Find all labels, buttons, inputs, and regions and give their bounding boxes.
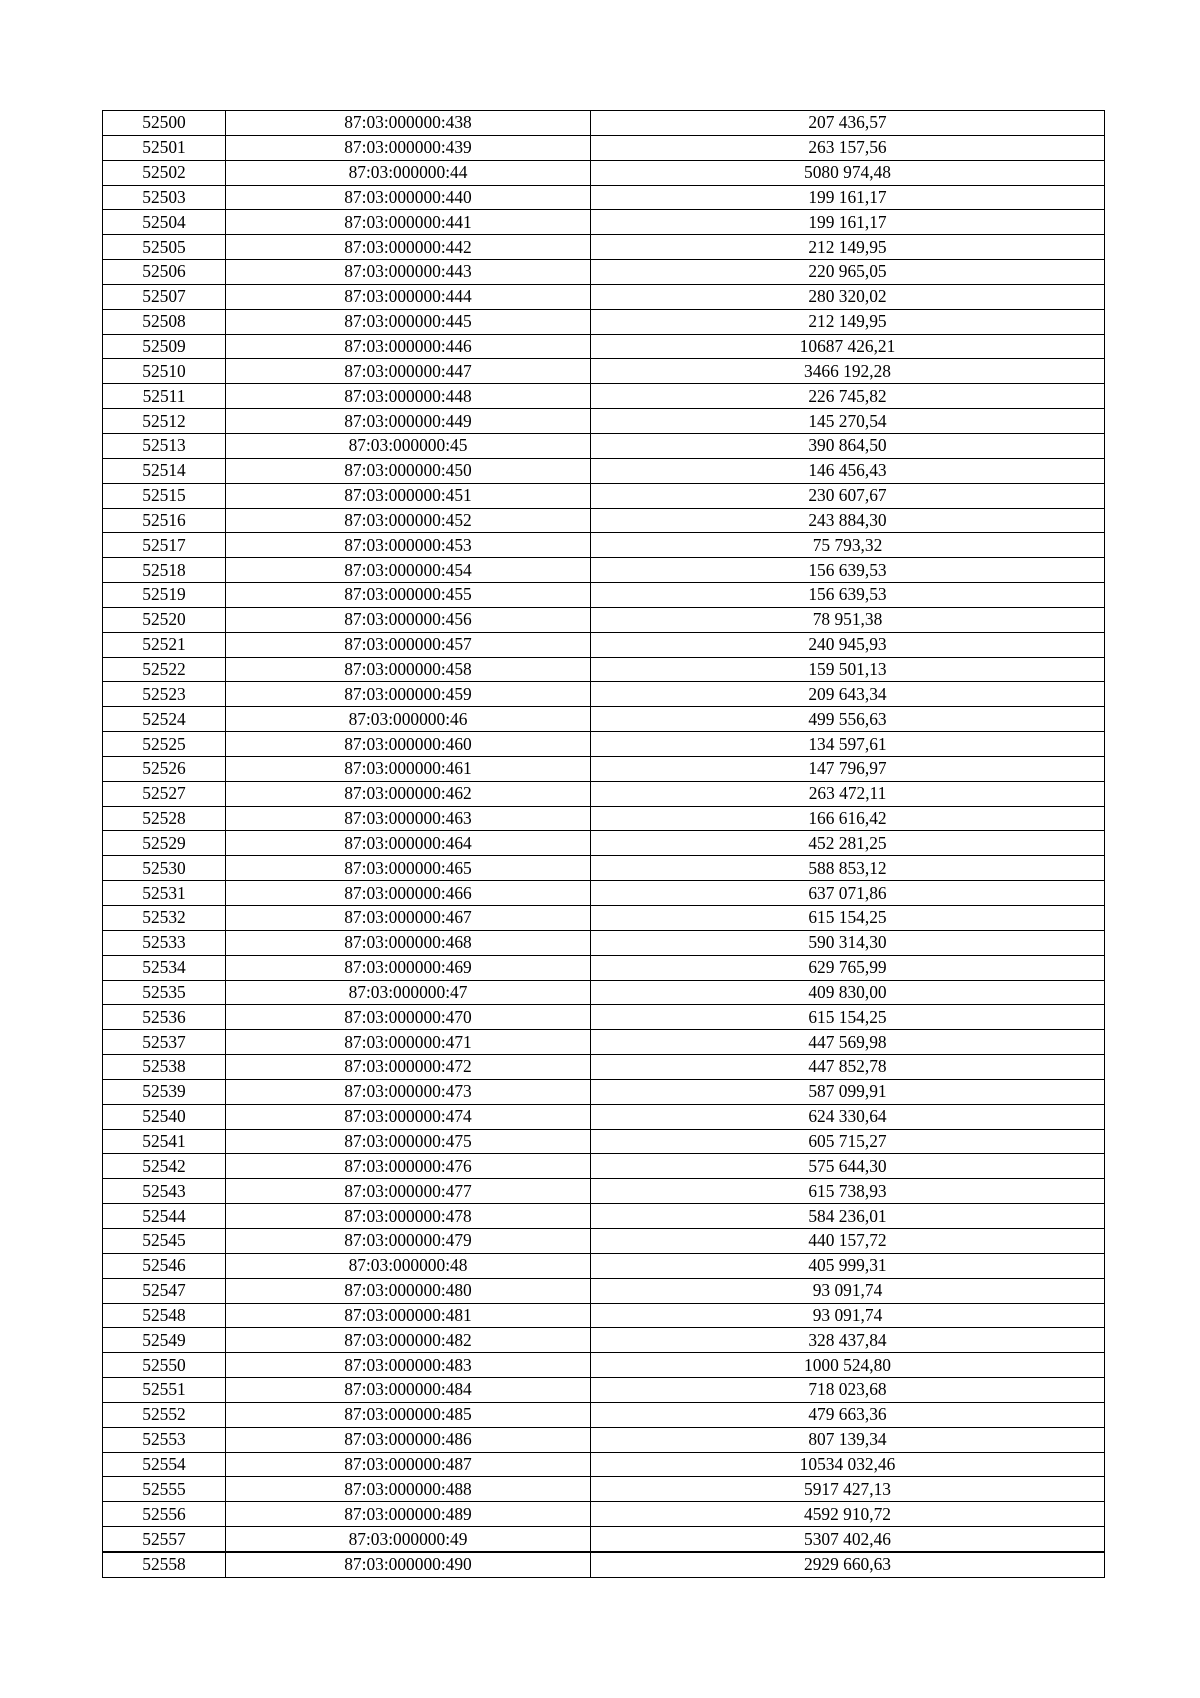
- row-number-cell: 52539: [103, 1079, 226, 1104]
- table-row: [103, 508, 1105, 533]
- table-row: [103, 334, 1105, 359]
- table-row: [103, 756, 1105, 781]
- cadastral-value-cell: 615 154,25: [591, 1005, 1105, 1030]
- cadastral-value-cell: 212 149,95: [591, 235, 1105, 260]
- row-number-cell: 52524: [103, 707, 226, 732]
- table-row: [103, 384, 1105, 409]
- cadastral-number-cell: 87:03:000000:46: [226, 707, 591, 732]
- row-number-cell: 52533: [103, 930, 226, 955]
- row-number-cell: 52526: [103, 756, 226, 781]
- row-number-cell: 52502: [103, 160, 226, 185]
- cadastral-number-cell: 87:03:000000:442: [226, 235, 591, 260]
- table-row: [103, 111, 1105, 136]
- cadastral-value-cell: 226 745,82: [591, 384, 1105, 409]
- row-number-cell: 52525: [103, 732, 226, 757]
- table-row: [103, 1303, 1105, 1328]
- table-row: [103, 1055, 1105, 1080]
- row-number-cell: 52528: [103, 806, 226, 831]
- cadastral-number-cell: 87:03:000000:465: [226, 856, 591, 881]
- cadastral-number-cell: 87:03:000000:485: [226, 1402, 591, 1427]
- cadastral-value-cell: 212 149,95: [591, 309, 1105, 334]
- table-row: [103, 533, 1105, 558]
- table-row: [103, 1228, 1105, 1253]
- cadastral-value-table: [102, 110, 1105, 1578]
- cadastral-number-cell: 87:03:000000:448: [226, 384, 591, 409]
- cadastral-value-cell: 584 236,01: [591, 1204, 1105, 1229]
- cadastral-value-cell: 5917 427,13: [591, 1477, 1105, 1502]
- table-row: [103, 458, 1105, 483]
- cadastral-number-cell: 87:03:000000:447: [226, 359, 591, 384]
- cadastral-number-cell: 87:03:000000:488: [226, 1477, 591, 1502]
- cadastral-value-cell: 447 569,98: [591, 1030, 1105, 1055]
- table-row: [103, 1452, 1105, 1477]
- table-row: [103, 806, 1105, 831]
- row-number-cell: 52540: [103, 1104, 226, 1129]
- cadastral-number-cell: 87:03:000000:479: [226, 1228, 591, 1253]
- cadastral-number-cell: 87:03:000000:445: [226, 309, 591, 334]
- table-row: [103, 260, 1105, 285]
- row-number-cell: 52507: [103, 284, 226, 309]
- cadastral-value-cell: 93 091,74: [591, 1278, 1105, 1303]
- table-row: [103, 160, 1105, 185]
- table-row: [103, 1253, 1105, 1278]
- cadastral-value-cell: 280 320,02: [591, 284, 1105, 309]
- cadastral-number-cell: 87:03:000000:472: [226, 1055, 591, 1080]
- cadastral-number-cell: 87:03:000000:464: [226, 831, 591, 856]
- cadastral-value-cell: 3466 192,28: [591, 359, 1105, 384]
- cadastral-number-cell: 87:03:000000:461: [226, 756, 591, 781]
- table-row: [103, 980, 1105, 1005]
- row-number-cell: 52537: [103, 1030, 226, 1055]
- cadastral-value-cell: 243 884,30: [591, 508, 1105, 533]
- table-row: [103, 955, 1105, 980]
- row-number-cell: 52546: [103, 1253, 226, 1278]
- cadastral-number-cell: 87:03:000000:44: [226, 160, 591, 185]
- cadastral-number-cell: 87:03:000000:486: [226, 1427, 591, 1452]
- cadastral-number-cell: 87:03:000000:462: [226, 781, 591, 806]
- cadastral-value-cell: 718 023,68: [591, 1378, 1105, 1403]
- table-row: [103, 1278, 1105, 1303]
- row-number-cell: 52519: [103, 583, 226, 608]
- table-row: [103, 632, 1105, 657]
- table-row: [103, 235, 1105, 260]
- cadastral-number-cell: 87:03:000000:450: [226, 458, 591, 483]
- cadastral-number-cell: 87:03:000000:476: [226, 1154, 591, 1179]
- row-number-cell: 52517: [103, 533, 226, 558]
- row-number-cell: 52512: [103, 409, 226, 434]
- cadastral-number-cell: 87:03:000000:457: [226, 632, 591, 657]
- cadastral-value-cell: 615 154,25: [591, 906, 1105, 931]
- cadastral-value-cell: 230 607,67: [591, 483, 1105, 508]
- row-number-cell: 52547: [103, 1278, 226, 1303]
- table-row: [103, 657, 1105, 682]
- cadastral-number-cell: 87:03:000000:460: [226, 732, 591, 757]
- table-row: [103, 135, 1105, 160]
- table-row: [103, 856, 1105, 881]
- row-number-cell: 52514: [103, 458, 226, 483]
- row-number-cell: 52522: [103, 657, 226, 682]
- cadastral-number-cell: 87:03:000000:455: [226, 583, 591, 608]
- row-number-cell: 52513: [103, 433, 226, 458]
- cadastral-number-cell: 87:03:000000:452: [226, 508, 591, 533]
- cadastral-value-cell: 207 436,57: [591, 111, 1105, 136]
- row-number-cell: 52556: [103, 1502, 226, 1527]
- cadastral-value-cell: 166 616,42: [591, 806, 1105, 831]
- cadastral-value-cell: 499 556,63: [591, 707, 1105, 732]
- cadastral-value-cell: 156 639,53: [591, 558, 1105, 583]
- cadastral-value-cell: 405 999,31: [591, 1253, 1105, 1278]
- cadastral-value-cell: 440 157,72: [591, 1228, 1105, 1253]
- row-number-cell: 52542: [103, 1154, 226, 1179]
- table-row: [103, 1104, 1105, 1129]
- cadastral-number-cell: 87:03:000000:469: [226, 955, 591, 980]
- cadastral-number-cell: 87:03:000000:477: [226, 1179, 591, 1204]
- cadastral-number-cell: 87:03:000000:47: [226, 980, 591, 1005]
- cadastral-value-cell: 78 951,38: [591, 607, 1105, 632]
- row-number-cell: 52558: [103, 1552, 226, 1577]
- table-row: [103, 558, 1105, 583]
- cadastral-value-cell: 220 965,05: [591, 260, 1105, 285]
- cadastral-value-cell: 479 663,36: [591, 1402, 1105, 1427]
- cadastral-number-cell: 87:03:000000:483: [226, 1353, 591, 1378]
- table-row: [103, 1527, 1105, 1552]
- cadastral-value-cell: 409 830,00: [591, 980, 1105, 1005]
- row-number-cell: 52548: [103, 1303, 226, 1328]
- table-row: [103, 1502, 1105, 1527]
- cadastral-value-cell: 10687 426,21: [591, 334, 1105, 359]
- row-number-cell: 52523: [103, 682, 226, 707]
- row-number-cell: 52550: [103, 1353, 226, 1378]
- row-number-cell: 52509: [103, 334, 226, 359]
- cadastral-value-cell: 263 157,56: [591, 135, 1105, 160]
- table-row: [103, 1552, 1105, 1577]
- row-number-cell: 52549: [103, 1328, 226, 1353]
- cadastral-number-cell: 87:03:000000:453: [226, 533, 591, 558]
- row-number-cell: 52511: [103, 384, 226, 409]
- table-body: [103, 111, 1105, 1578]
- cadastral-value-cell: 147 796,97: [591, 756, 1105, 781]
- table-row: [103, 1353, 1105, 1378]
- table-row: [103, 483, 1105, 508]
- cadastral-number-cell: 87:03:000000:487: [226, 1452, 591, 1477]
- table-row: [103, 1129, 1105, 1154]
- row-number-cell: 52515: [103, 483, 226, 508]
- table-row: [103, 1427, 1105, 1452]
- cadastral-number-cell: 87:03:000000:490: [226, 1552, 591, 1577]
- cadastral-number-cell: 87:03:000000:441: [226, 210, 591, 235]
- row-number-cell: 52557: [103, 1527, 226, 1552]
- table-row: [103, 781, 1105, 806]
- cadastral-value-cell: 93 091,74: [591, 1303, 1105, 1328]
- table-row: [103, 1154, 1105, 1179]
- table-row: [103, 583, 1105, 608]
- cadastral-value-cell: 390 864,50: [591, 433, 1105, 458]
- table-row: [103, 831, 1105, 856]
- table-row: [103, 1005, 1105, 1030]
- cadastral-value-cell: 199 161,17: [591, 210, 1105, 235]
- row-number-cell: 52521: [103, 632, 226, 657]
- cadastral-number-cell: 87:03:000000:482: [226, 1328, 591, 1353]
- table-row: [103, 210, 1105, 235]
- cadastral-value-cell: 5307 402,46: [591, 1527, 1105, 1552]
- cadastral-value-cell: 240 945,93: [591, 632, 1105, 657]
- cadastral-number-cell: 87:03:000000:438: [226, 111, 591, 136]
- table-row: [103, 309, 1105, 334]
- row-number-cell: 52529: [103, 831, 226, 856]
- cadastral-value-cell: 2929 660,63: [591, 1552, 1105, 1577]
- row-number-cell: 52520: [103, 607, 226, 632]
- row-number-cell: 52554: [103, 1452, 226, 1477]
- row-number-cell: 52505: [103, 235, 226, 260]
- cadastral-number-cell: 87:03:000000:463: [226, 806, 591, 831]
- cadastral-number-cell: 87:03:000000:484: [226, 1378, 591, 1403]
- row-number-cell: 52545: [103, 1228, 226, 1253]
- cadastral-number-cell: 87:03:000000:443: [226, 260, 591, 285]
- row-number-cell: 52504: [103, 210, 226, 235]
- table-row: [103, 1378, 1105, 1403]
- cadastral-value-cell: 629 765,99: [591, 955, 1105, 980]
- cadastral-value-cell: 209 643,34: [591, 682, 1105, 707]
- table-row: [103, 906, 1105, 931]
- row-number-cell: 52532: [103, 906, 226, 931]
- row-number-cell: 52553: [103, 1427, 226, 1452]
- row-number-cell: 52500: [103, 111, 226, 136]
- table-row: [103, 1328, 1105, 1353]
- cadastral-value-cell: 605 715,27: [591, 1129, 1105, 1154]
- row-number-cell: 52541: [103, 1129, 226, 1154]
- table-row: [103, 707, 1105, 732]
- row-number-cell: 52543: [103, 1179, 226, 1204]
- cadastral-value-cell: 575 644,30: [591, 1154, 1105, 1179]
- table-row: [103, 284, 1105, 309]
- cadastral-number-cell: 87:03:000000:480: [226, 1278, 591, 1303]
- cadastral-value-cell: 156 639,53: [591, 583, 1105, 608]
- cadastral-number-cell: 87:03:000000:456: [226, 607, 591, 632]
- cadastral-value-cell: 588 853,12: [591, 856, 1105, 881]
- cadastral-value-cell: 263 472,11: [591, 781, 1105, 806]
- table-row: [103, 732, 1105, 757]
- cadastral-number-cell: 87:03:000000:45: [226, 433, 591, 458]
- row-number-cell: 52518: [103, 558, 226, 583]
- table-row: [103, 409, 1105, 434]
- cadastral-number-cell: 87:03:000000:478: [226, 1204, 591, 1229]
- row-number-cell: 52535: [103, 980, 226, 1005]
- row-number-cell: 52536: [103, 1005, 226, 1030]
- table-row: [103, 185, 1105, 210]
- cadastral-number-cell: 87:03:000000:489: [226, 1502, 591, 1527]
- row-number-cell: 52527: [103, 781, 226, 806]
- row-number-cell: 52516: [103, 508, 226, 533]
- table-row: [103, 1402, 1105, 1427]
- cadastral-number-cell: 87:03:000000:49: [226, 1527, 591, 1552]
- cadastral-value-cell: 624 330,64: [591, 1104, 1105, 1129]
- cadastral-value-cell: 590 314,30: [591, 930, 1105, 955]
- table-row: [103, 607, 1105, 632]
- row-number-cell: 52508: [103, 309, 226, 334]
- row-number-cell: 52551: [103, 1378, 226, 1403]
- row-number-cell: 52534: [103, 955, 226, 980]
- row-number-cell: 52506: [103, 260, 226, 285]
- cadastral-number-cell: 87:03:000000:466: [226, 881, 591, 906]
- cadastral-value-cell: 10534 032,46: [591, 1452, 1105, 1477]
- cadastral-number-cell: 87:03:000000:475: [226, 1129, 591, 1154]
- cadastral-number-cell: 87:03:000000:449: [226, 409, 591, 434]
- cadastral-value-cell: 807 139,34: [591, 1427, 1105, 1452]
- cadastral-value-cell: 447 852,78: [591, 1055, 1105, 1080]
- cadastral-number-cell: 87:03:000000:481: [226, 1303, 591, 1328]
- row-number-cell: 52510: [103, 359, 226, 384]
- cadastral-value-cell: 145 270,54: [591, 409, 1105, 434]
- cadastral-value-cell: 75 793,32: [591, 533, 1105, 558]
- table-row: [103, 433, 1105, 458]
- cadastral-value-cell: 146 456,43: [591, 458, 1105, 483]
- cadastral-number-cell: 87:03:000000:454: [226, 558, 591, 583]
- table-row: [103, 1477, 1105, 1502]
- table-row: [103, 881, 1105, 906]
- cadastral-value-cell: 587 099,91: [591, 1079, 1105, 1104]
- cadastral-number-cell: 87:03:000000:468: [226, 930, 591, 955]
- row-number-cell: 52538: [103, 1055, 226, 1080]
- cadastral-value-cell: 615 738,93: [591, 1179, 1105, 1204]
- cadastral-number-cell: 87:03:000000:458: [226, 657, 591, 682]
- cadastral-number-cell: 87:03:000000:474: [226, 1104, 591, 1129]
- cadastral-value-cell: 452 281,25: [591, 831, 1105, 856]
- cadastral-value-cell: 4592 910,72: [591, 1502, 1105, 1527]
- row-number-cell: 52555: [103, 1477, 226, 1502]
- table-row: [103, 1079, 1105, 1104]
- row-number-cell: 52552: [103, 1402, 226, 1427]
- row-number-cell: 52531: [103, 881, 226, 906]
- cadastral-number-cell: 87:03:000000:473: [226, 1079, 591, 1104]
- cadastral-value-cell: 328 437,84: [591, 1328, 1105, 1353]
- cadastral-value-cell: 199 161,17: [591, 185, 1105, 210]
- cadastral-number-cell: 87:03:000000:48: [226, 1253, 591, 1278]
- cadastral-number-cell: 87:03:000000:471: [226, 1030, 591, 1055]
- table-row: [103, 1179, 1105, 1204]
- table-row: [103, 359, 1105, 384]
- cadastral-number-cell: 87:03:000000:451: [226, 483, 591, 508]
- cadastral-number-cell: 87:03:000000:470: [226, 1005, 591, 1030]
- cadastral-value-cell: 1000 524,80: [591, 1353, 1105, 1378]
- cadastral-value-cell: 159 501,13: [591, 657, 1105, 682]
- cadastral-value-cell: 637 071,86: [591, 881, 1105, 906]
- cadastral-number-cell: 87:03:000000:444: [226, 284, 591, 309]
- row-number-cell: 52503: [103, 185, 226, 210]
- table-row: [103, 930, 1105, 955]
- cadastral-number-cell: 87:03:000000:467: [226, 906, 591, 931]
- row-number-cell: 52544: [103, 1204, 226, 1229]
- cadastral-number-cell: 87:03:000000:439: [226, 135, 591, 160]
- cadastral-number-cell: 87:03:000000:459: [226, 682, 591, 707]
- cadastral-number-cell: 87:03:000000:446: [226, 334, 591, 359]
- table-row: [103, 682, 1105, 707]
- cadastral-value-cell: 134 597,61: [591, 732, 1105, 757]
- cadastral-number-cell: 87:03:000000:440: [226, 185, 591, 210]
- cadastral-value-cell: 5080 974,48: [591, 160, 1105, 185]
- row-number-cell: 52501: [103, 135, 226, 160]
- row-number-cell: 52530: [103, 856, 226, 881]
- table-row: [103, 1030, 1105, 1055]
- table-row: [103, 1204, 1105, 1229]
